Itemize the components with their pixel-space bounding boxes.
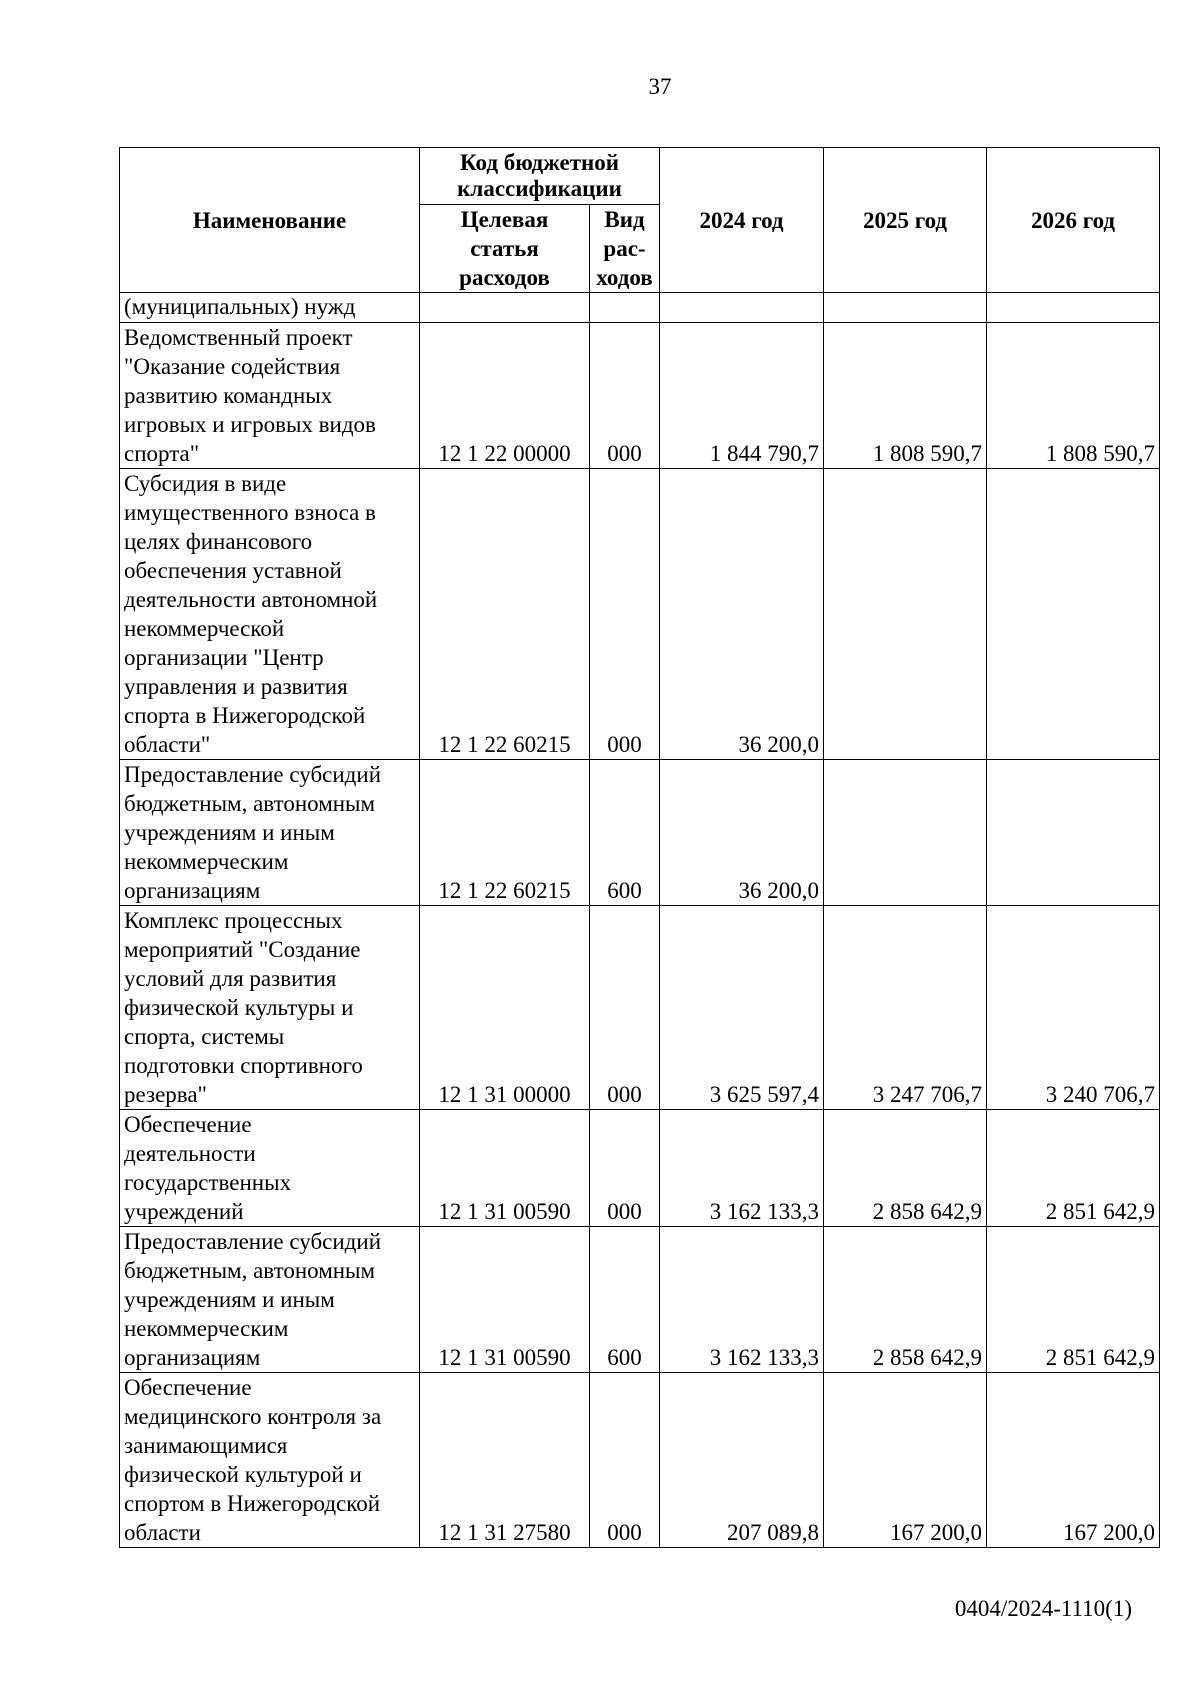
header-2026: 2026 год — [987, 148, 1160, 293]
table-row — [120, 1110, 1160, 1227]
cell-type: 000 — [590, 906, 660, 1110]
cell-name: Обеспечение деятельности государственных учреждений — [120, 1110, 420, 1227]
cell-name: Предоставление субсидий бюджетным, автономным учреждениям и иным некоммерческим организациям — [120, 760, 420, 906]
cell-2024: 3 625 597,4 — [660, 906, 824, 1110]
cell-2025: 1 808 590,7 — [824, 323, 987, 469]
table-header — [120, 148, 1160, 293]
cell-name: (муниципальных) нужд — [120, 293, 420, 323]
cell-2024: 36 200,0 — [660, 469, 824, 760]
table-row — [120, 1227, 1160, 1373]
cell-type: 600 — [590, 760, 660, 906]
cell-2025: 167 200,0 — [824, 1373, 987, 1548]
cell-2024 — [660, 293, 824, 323]
table-row — [120, 906, 1160, 1110]
cell-target: 12 1 22 00000 — [420, 323, 590, 469]
cell-target: 12 1 31 27580 — [420, 1373, 590, 1548]
cell-2025: 3 247 706,7 — [824, 906, 987, 1110]
table-row — [120, 1373, 1160, 1548]
cell-type: 600 — [590, 1227, 660, 1373]
cell-target: 12 1 22 60215 — [420, 760, 590, 906]
cell-target: 12 1 31 00000 — [420, 906, 590, 1110]
table-row — [120, 760, 1160, 906]
cell-2026: 2 851 642,9 — [987, 1110, 1160, 1227]
cell-target — [420, 293, 590, 323]
budget-table — [119, 147, 1160, 1548]
cell-name: Комплекс процессных мероприятий "Создание условий для развития физической культуры и спорта, системы подготовки спортивного резерва" — [120, 906, 420, 1110]
header-2025: 2025 год — [824, 148, 987, 293]
table-row — [120, 469, 1160, 760]
header-code-group: Код бюджетной классификации — [420, 148, 660, 205]
header-2024: 2024 год — [660, 148, 824, 293]
cell-type: 000 — [590, 469, 660, 760]
cell-2024: 3 162 133,3 — [660, 1110, 824, 1227]
cell-2026: 2 851 642,9 — [987, 1227, 1160, 1373]
cell-2026 — [987, 293, 1160, 323]
cell-2024: 1 844 790,7 — [660, 323, 824, 469]
cell-type: 000 — [590, 1110, 660, 1227]
cell-2026: 3 240 706,7 — [987, 906, 1160, 1110]
cell-2025: 2 858 642,9 — [824, 1110, 987, 1227]
header-expense-type: Вид рас-ходов — [590, 205, 660, 293]
cell-name: Обеспечение медицинского контроля за занимающимися физической культурой и спортом в Нижегородской области — [120, 1373, 420, 1548]
table-body — [120, 293, 1160, 1548]
cell-2026: 167 200,0 — [987, 1373, 1160, 1548]
cell-2025 — [824, 469, 987, 760]
cell-name: Предоставление субсидий бюджетным, автономным учреждениям и иным некоммерческим организациям — [120, 1227, 420, 1373]
document-number: 0404/2024-1110(1) — [954, 1596, 1132, 1621]
header-target-article: Целевая статья расходов — [420, 205, 590, 293]
page-number: 37 — [648, 74, 672, 99]
cell-2026: 1 808 590,7 — [987, 323, 1160, 469]
cell-type — [590, 293, 660, 323]
cell-2025 — [824, 760, 987, 906]
cell-2024: 207 089,8 — [660, 1373, 824, 1548]
cell-target: 12 1 22 60215 — [420, 469, 590, 760]
cell-type: 000 — [590, 1373, 660, 1548]
cell-2024: 3 162 133,3 — [660, 1227, 824, 1373]
cell-2025 — [824, 293, 987, 323]
cell-type: 000 — [590, 323, 660, 469]
cell-2024: 36 200,0 — [660, 760, 824, 906]
cell-2026 — [987, 760, 1160, 906]
cell-name: Ведомственный проект "Оказание содействия развитию командных игровых и игровых видов спорта" — [120, 323, 420, 469]
table-row-continuation — [120, 293, 1160, 323]
cell-name: Субсидия в виде имущественного взноса в целях финансового обеспечения уставной деятельности автономной некоммерческой организации "Центр управления и развития спорта в Нижегородской области" — [120, 469, 420, 760]
header-name: Наименование — [120, 148, 420, 293]
cell-2026 — [987, 469, 1160, 760]
cell-2025: 2 858 642,9 — [824, 1227, 987, 1373]
table-row — [120, 323, 1160, 469]
cell-target: 12 1 31 00590 — [420, 1227, 590, 1373]
cell-target: 12 1 31 00590 — [420, 1110, 590, 1227]
